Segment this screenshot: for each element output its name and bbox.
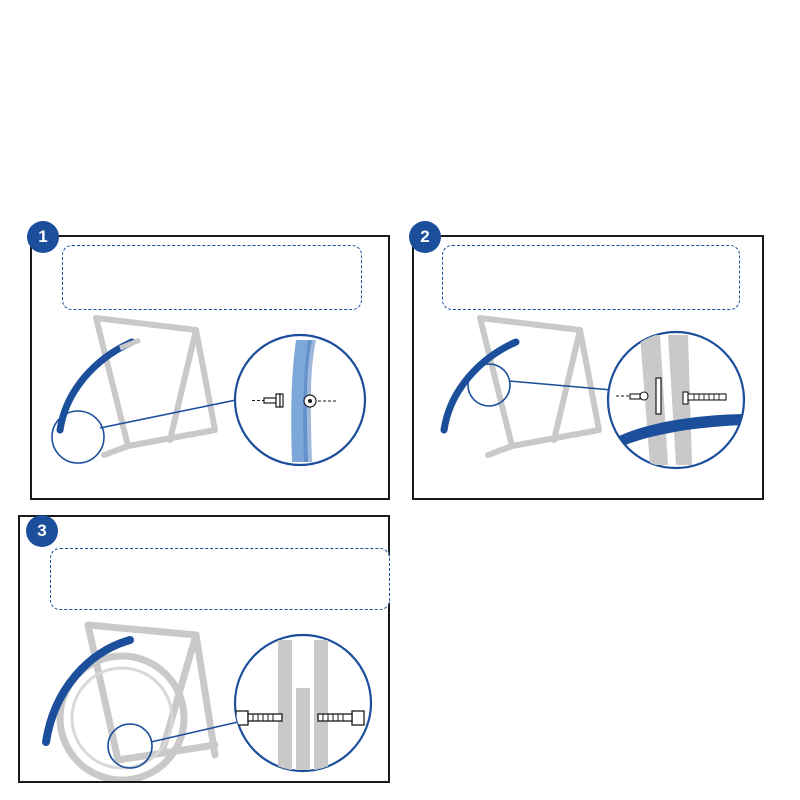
step-number-badge-3: 3 xyxy=(26,515,58,547)
parts-list-1 xyxy=(62,245,362,310)
step-number-badge-2: 2 xyxy=(409,221,441,253)
parts-list-3 xyxy=(50,548,390,610)
step-number-badge-1: 1 xyxy=(27,221,59,253)
parts-list-2 xyxy=(442,245,740,310)
